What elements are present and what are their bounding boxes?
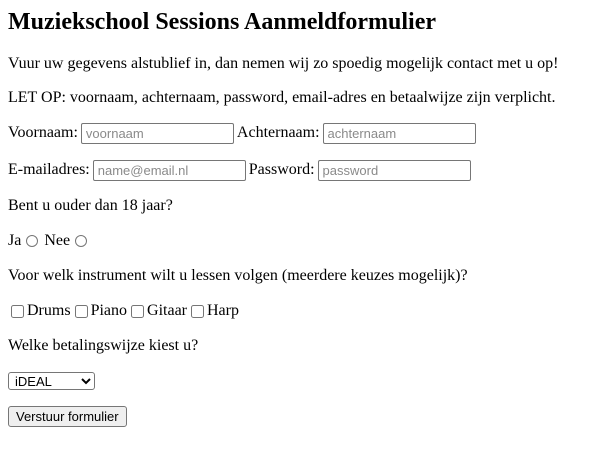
age-no-radio[interactable] [75, 235, 87, 247]
last-name-input[interactable] [323, 123, 476, 144]
harp-checkbox[interactable] [191, 305, 204, 318]
age-no-label: Nee [44, 232, 71, 249]
drums-label: Drums [27, 302, 71, 319]
submit-button[interactable]: Verstuur formulier [8, 406, 127, 427]
gitaar-label: Gitaar [147, 302, 187, 319]
password-label: Password: [248, 161, 315, 178]
payment-row [8, 370, 95, 392]
name-row [8, 122, 476, 144]
age-yes-radio[interactable] [26, 235, 38, 247]
first-name-input[interactable] [81, 123, 234, 144]
email-label: E-mailadres: [8, 161, 90, 178]
instrument-options [8, 300, 239, 322]
drums-checkbox[interactable] [11, 305, 24, 318]
piano-label: Piano [90, 302, 128, 319]
payment-question: Welke betalingswijze kiest u? [8, 337, 199, 354]
page-title: Muziekschool Sessions Aanmeldformulier [8, 9, 437, 35]
age-yes-label: Ja [8, 232, 22, 249]
required-notice: LET OP: voornaam, achternaam, password, email-adres en betaalwijze zijn verplicht. [8, 89, 556, 106]
password-input[interactable] [318, 160, 471, 181]
age-options [8, 230, 87, 252]
email-input[interactable] [93, 160, 246, 181]
age-question: Bent u ouder dan 18 jaar? [8, 197, 173, 214]
payment-method-select[interactable] [8, 372, 95, 390]
harp-label: Harp [207, 302, 239, 319]
first-name-label: Voornaam: [8, 124, 78, 141]
intro-text: Vuur uw gegevens alstublief in, dan nemen wij zo spoedig mogelijk contact met u op! [8, 55, 559, 72]
account-row [8, 159, 471, 181]
submit-row [8, 405, 127, 427]
gitaar-checkbox[interactable] [131, 305, 144, 318]
last-name-label: Achternaam: [236, 124, 320, 141]
piano-checkbox[interactable] [75, 305, 88, 318]
instrument-question: Voor welk instrument wilt u lessen volgen (meerdere keuzes mogelijk)? [8, 267, 468, 284]
